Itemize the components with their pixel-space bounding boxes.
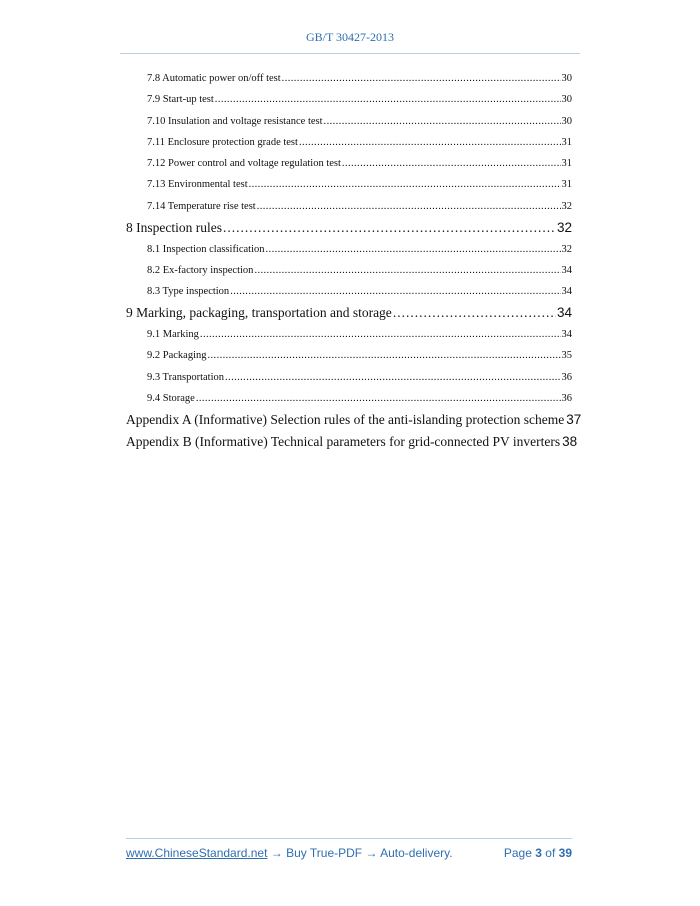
toc-entry[interactable] [126, 345, 572, 366]
toc-leader-dots [324, 111, 561, 132]
toc-entry-label: Appendix A (Informative) Selection rules of the anti-islanding protection scheme [126, 412, 565, 428]
toc-entry[interactable] [126, 239, 572, 260]
toc-leader-dots [249, 174, 561, 195]
page-indicator [504, 846, 572, 860]
toc-entry[interactable] [126, 153, 572, 174]
toc-entry-page: 31 [561, 136, 572, 148]
toc-leader-dots [200, 324, 561, 345]
toc-leader-dots [257, 196, 561, 217]
toc-entry-page: 31 [561, 179, 572, 191]
toc-leader-dots [299, 132, 561, 153]
toc-entry-page: 37 [566, 412, 582, 428]
toc-entry[interactable] [126, 388, 572, 409]
toc-entry[interactable] [126, 217, 572, 239]
toc-entry-label: 7.11 Enclosure protection grade test [147, 136, 298, 148]
footer-promo [126, 846, 453, 860]
page-footer [126, 846, 572, 860]
toc-entry[interactable] [126, 431, 578, 453]
toc-entry[interactable] [126, 111, 572, 132]
toc-entry-label: 8.1 Inspection classification [147, 243, 265, 255]
header-divider [120, 53, 580, 54]
toc-leader-dots [342, 153, 561, 174]
toc-entry-page: 38 [562, 433, 578, 449]
toc-entry-page: 36 [561, 392, 572, 404]
toc-entry-page: 32 [561, 200, 572, 212]
toc-entry-label: 7.12 Power control and voltage regulation test [147, 158, 341, 170]
website-link[interactable]: www.ChineseStandard.net [126, 846, 268, 860]
toc-entry[interactable] [126, 68, 572, 89]
toc-entry-label: 7.10 Insulation and voltage resistance test [147, 115, 323, 127]
toc-entry[interactable] [126, 196, 572, 217]
toc-entry-page: 30 [561, 94, 572, 106]
toc-entry-label: 7.13 Environmental test [147, 179, 248, 191]
toc-entry-page: 32 [556, 220, 572, 236]
toc-entry-label: 7.8 Automatic power on/off test [147, 73, 281, 84]
toc-entry[interactable] [126, 89, 572, 110]
table-of-contents [126, 68, 582, 452]
toc-entry-page: 34 [561, 328, 572, 340]
page-total: 39 [558, 846, 572, 860]
toc-leader-dots [196, 388, 561, 409]
page-of-label: of [545, 846, 556, 860]
toc-entry[interactable] [126, 260, 572, 281]
toc-entry-label: 8.2 Ex-factory inspection [147, 264, 254, 276]
toc-entry-label: Appendix B (Informative) Technical parameters for grid-connected PV inverters [126, 433, 561, 449]
promo-text: → Buy True-PDF → Auto-delivery. [267, 846, 453, 860]
toc-leader-dots [266, 239, 561, 260]
toc-entry-label: 7.9 Start-up test [147, 94, 214, 106]
toc-entry-label: 9.4 Storage [147, 392, 195, 404]
toc-leader-dots [393, 302, 556, 324]
toc-entry[interactable] [126, 302, 572, 324]
toc-leader-dots [208, 345, 561, 366]
toc-entry[interactable] [126, 409, 582, 431]
toc-entry[interactable] [126, 324, 572, 345]
toc-entry-label: 9.3 Transportation [147, 371, 225, 383]
toc-entry-page: 34 [561, 286, 572, 298]
toc-entry-label: 8.3 Type inspection [147, 286, 230, 298]
toc-leader-dots [230, 281, 560, 302]
toc-leader-dots [282, 68, 561, 89]
toc-entry-page: 30 [561, 73, 572, 84]
toc-entry-page: 34 [556, 305, 572, 321]
toc-entry-page: 36 [561, 371, 572, 383]
toc-entry-label: 9.2 Packaging [147, 350, 207, 362]
toc-entry-label: 8 Inspection rules [126, 220, 222, 236]
toc-leader-dots [215, 89, 561, 110]
toc-entry[interactable] [126, 174, 572, 195]
page-label: Page [503, 846, 532, 860]
toc-entry-page: 30 [561, 115, 572, 127]
toc-entry-label: 7.14 Temperature rise test [147, 200, 256, 212]
toc-entry-page: 32 [561, 243, 572, 255]
toc-leader-dots [254, 260, 560, 281]
toc-entry-page: 35 [561, 350, 572, 362]
toc-entry-label: 9.1 Marking [147, 328, 199, 340]
toc-leader-dots [225, 367, 560, 388]
toc-entry-label: 9 Marking, packaging, transportation and storage [126, 305, 392, 321]
running-header: GB/T 30427-2013 [305, 30, 395, 44]
toc-entry[interactable] [126, 132, 572, 153]
footer-divider [126, 838, 572, 839]
toc-leader-dots [223, 217, 556, 239]
toc-entry[interactable] [126, 281, 572, 302]
toc-entry-page: 31 [561, 158, 572, 170]
page-current: 3 [535, 846, 542, 860]
toc-entry[interactable] [126, 367, 572, 388]
toc-entry-page: 34 [561, 264, 572, 276]
